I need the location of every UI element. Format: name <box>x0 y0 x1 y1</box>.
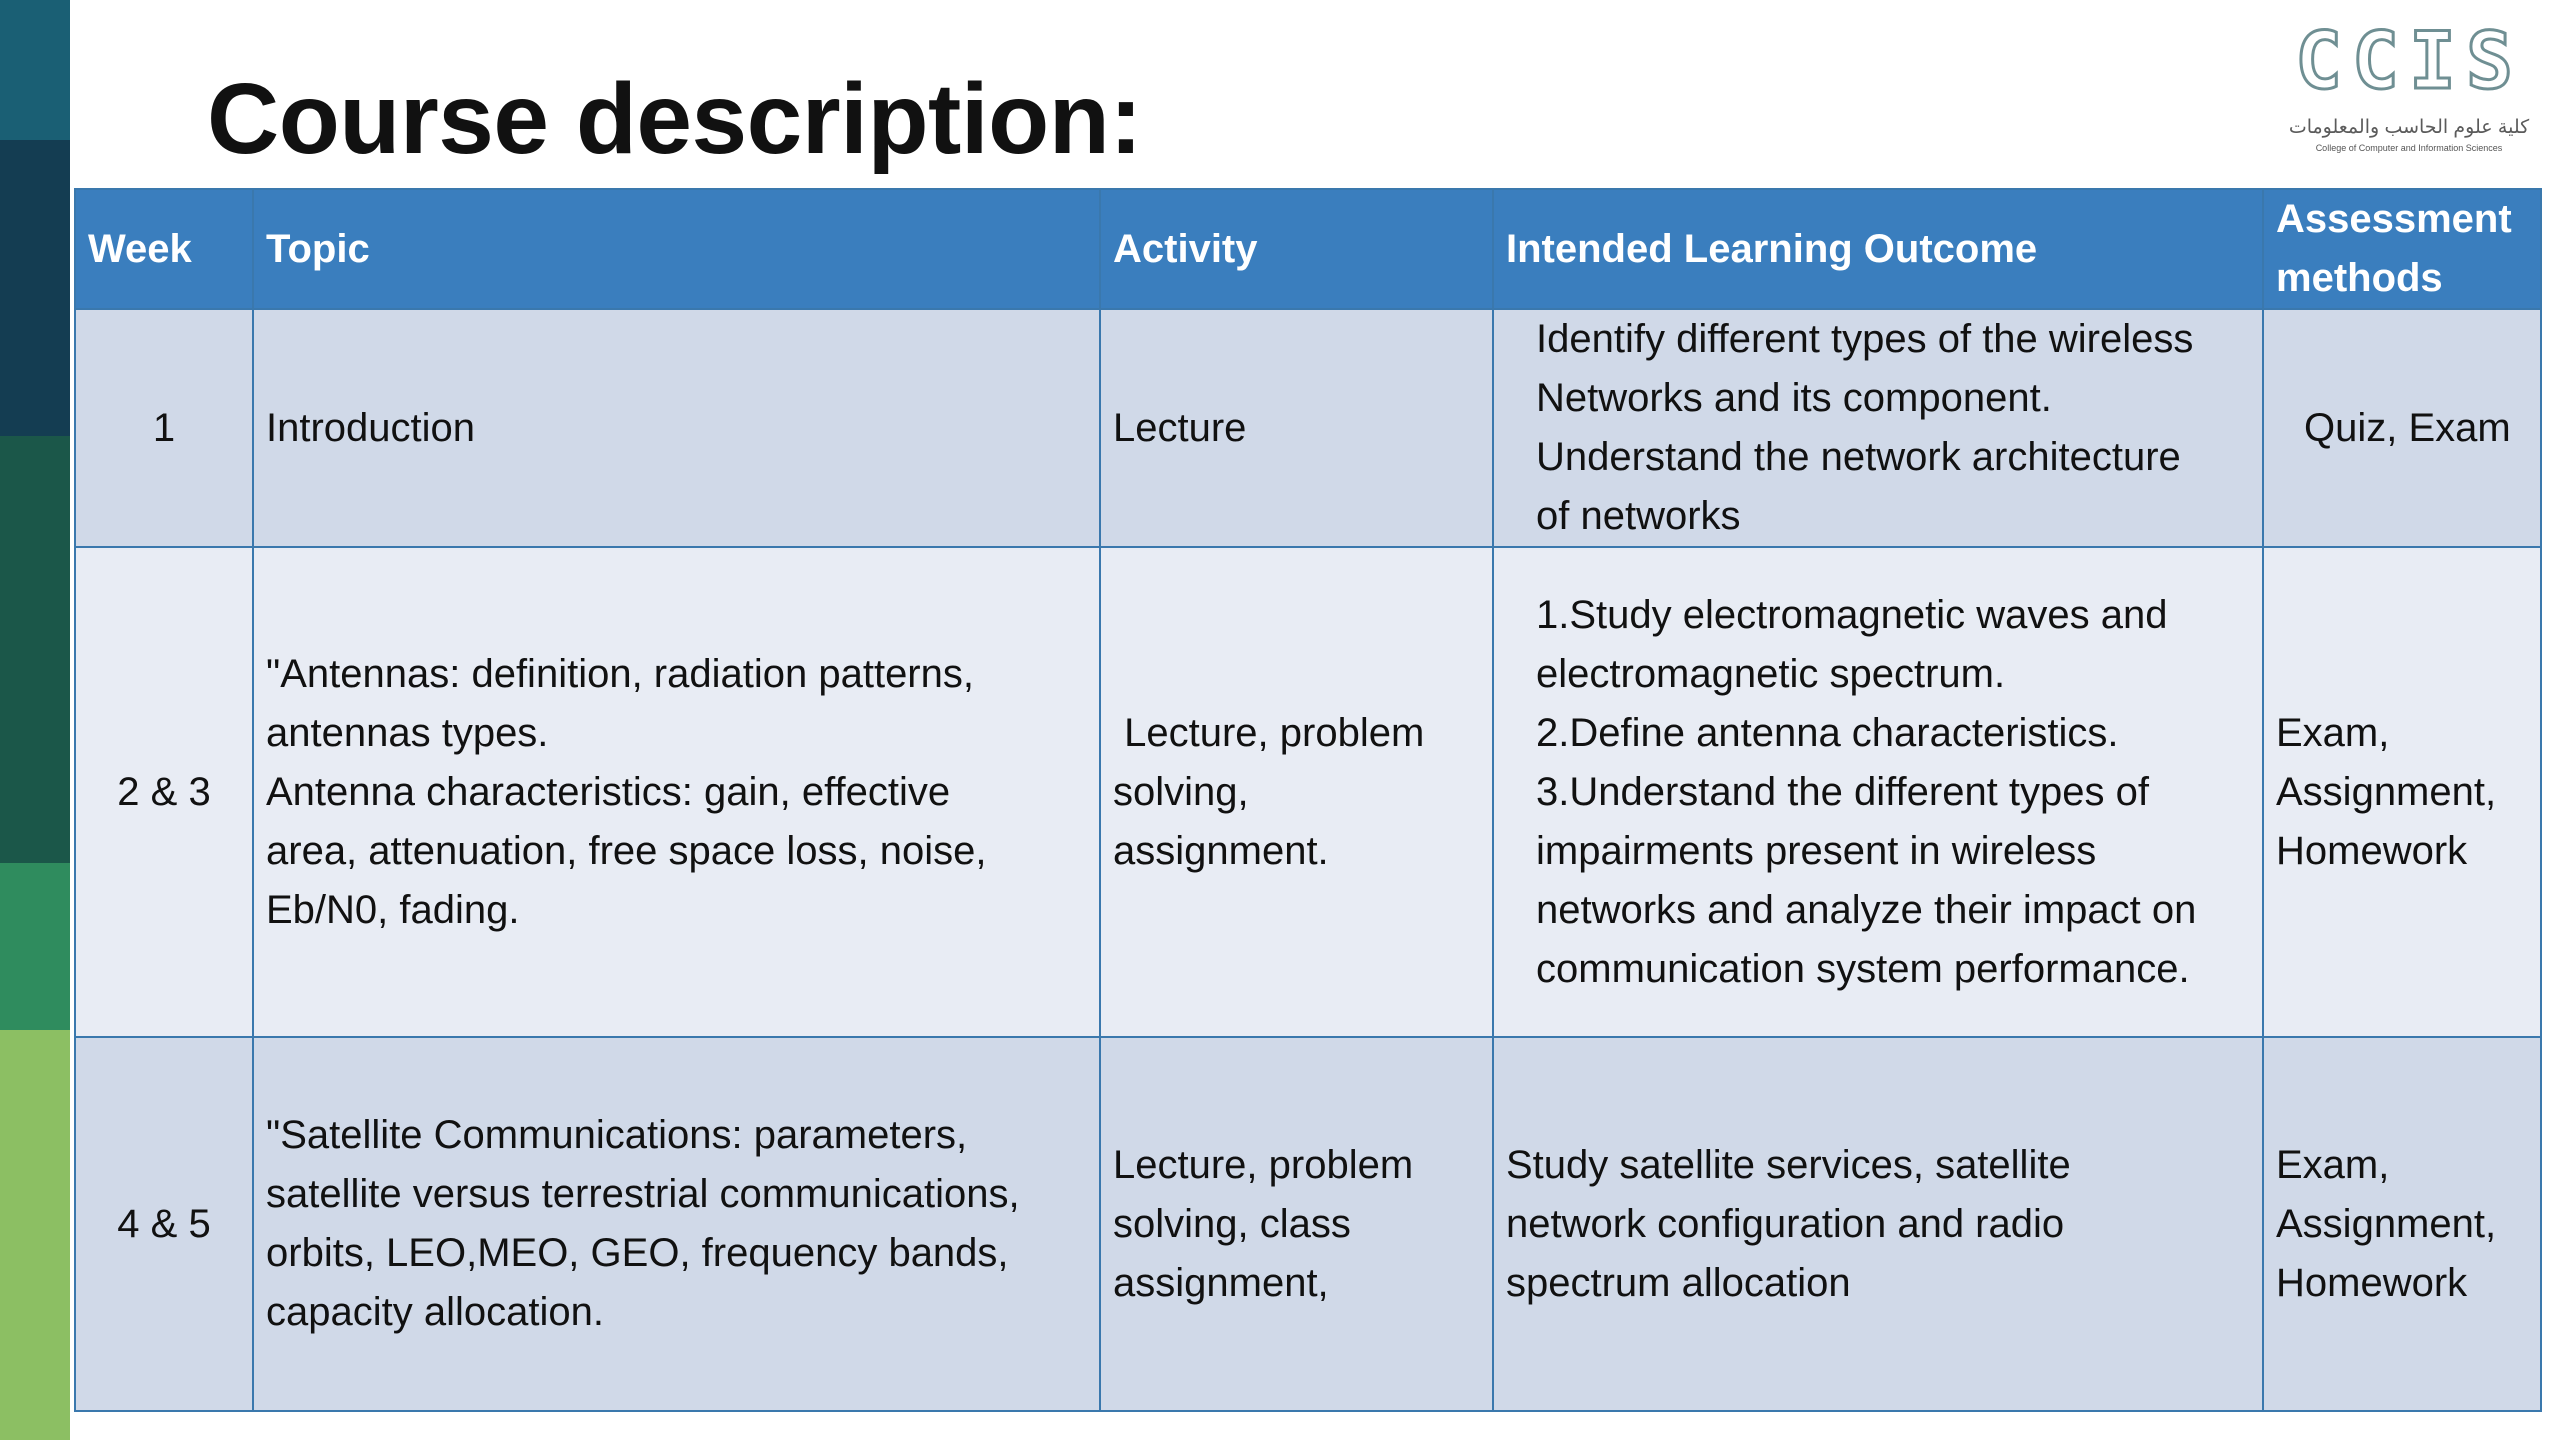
logo-arabic-text: كلية علوم الحاسب والمعلومات <box>2288 117 2530 138</box>
stripe-segment <box>0 863 70 1030</box>
text-line: impairments present in wireless <box>1536 828 2097 873</box>
text-line: assignment, <box>1113 1260 1329 1305</box>
left-decorative-stripe <box>0 0 70 1440</box>
header-activity: Activity <box>1100 189 1493 309</box>
cell-topic <box>253 309 1100 547</box>
table-row <box>75 1037 2541 1411</box>
cell-assessment <box>2263 1037 2541 1411</box>
cell-activity <box>1100 547 1493 1037</box>
header-assessment-line: Assessment <box>2276 197 2512 241</box>
cell-week: 2 & 3 <box>75 547 253 1037</box>
text-line: area, attenuation, free space loss, noise, <box>266 828 987 873</box>
text-line: networks and analyze their impact on <box>1536 887 2197 932</box>
page-title: Course description: <box>207 63 1143 175</box>
stripe-segment <box>0 1030 70 1440</box>
cell-outcome <box>1493 1037 2263 1411</box>
cell-outcome <box>1493 309 2263 547</box>
text-line: Homework <box>2276 828 2468 873</box>
text-line: 2.Define antenna characteristics. <box>1536 710 2119 755</box>
text-line: Networks and its component. <box>1536 376 2052 420</box>
text-line: solving, class <box>1113 1201 1351 1246</box>
text-line: Assignment, <box>2276 1201 2497 1246</box>
text-line: "Antennas: definition, radiation patterns, <box>266 651 974 696</box>
text-line: Exam, <box>2276 710 2390 755</box>
text-line: Lecture <box>1113 405 1247 450</box>
cell-outcome <box>1493 547 2263 1037</box>
header-week: Week <box>75 189 253 309</box>
text-line: Lecture, problem <box>1113 1142 1414 1187</box>
cell-week: 1 <box>75 309 253 547</box>
header-assessment <box>2263 189 2541 309</box>
cell-week: 4 & 5 <box>75 1037 253 1411</box>
text-line: Lecture, problem <box>1113 710 1425 755</box>
text-line: 1.Study electromagnetic waves and <box>1536 592 2168 637</box>
cell-activity <box>1100 1037 1493 1411</box>
text-line: network configuration and radio <box>1506 1201 2065 1246</box>
table-header-row <box>75 189 2541 309</box>
header-assessment-line: methods <box>2276 256 2443 300</box>
text-line: Exam, <box>2276 1142 2390 1187</box>
text-line: Introduction <box>266 405 476 450</box>
table-row <box>75 547 2541 1037</box>
course-description-table <box>74 188 2542 1412</box>
text-line: antennas types. <box>266 710 549 755</box>
text-line: Homework <box>2276 1260 2468 1305</box>
stripe-segment <box>0 140 70 436</box>
text-line: Eb/N0, fading. <box>266 887 520 932</box>
text-line: Identify different types of the wireless <box>1536 317 2194 361</box>
text-line: Understand the network architecture <box>1536 435 2181 479</box>
text-line: satellite versus terrestrial communications, <box>266 1172 1020 1216</box>
text-line: Antenna characteristics: gain, effective <box>266 769 951 814</box>
text-line: Assignment, <box>2276 769 2497 814</box>
ccis-logo <box>2278 17 2540 153</box>
logo-mark: CCIS <box>2295 17 2523 107</box>
header-topic: Topic <box>253 189 1100 309</box>
text-line: assignment. <box>1113 828 1329 873</box>
cell-assessment <box>2263 309 2541 547</box>
text-line: electromagnetic spectrum. <box>1536 651 2006 696</box>
cell-topic <box>253 1037 1100 1411</box>
text-line: solving, <box>1113 769 1249 814</box>
table-row <box>75 309 2541 547</box>
stripe-segment <box>0 0 70 140</box>
text-line: 3.Understand the different types of <box>1536 769 2149 814</box>
stripe-segment <box>0 436 70 863</box>
cell-activity <box>1100 309 1493 547</box>
text-line: "Satellite Communications: parameters, <box>266 1113 968 1157</box>
text-line: Study satellite services, satellite <box>1506 1142 2071 1187</box>
text-line: orbits, LEO,MEO, GEO, frequency bands, <box>266 1231 1009 1275</box>
cell-topic <box>253 547 1100 1037</box>
cell-assessment <box>2263 547 2541 1037</box>
text-line: capacity allocation. <box>266 1290 604 1334</box>
text-line: communication system performance. <box>1536 946 2190 991</box>
text-line: spectrum allocation <box>1506 1260 1851 1305</box>
header-outcome: Intended Learning Outcome <box>1493 189 2263 309</box>
logo-english-text: College of Computer and Information Sciences <box>2315 143 2503 153</box>
text-line: Quiz, Exam <box>2304 405 2511 450</box>
text-line: of networks <box>1536 494 1741 538</box>
